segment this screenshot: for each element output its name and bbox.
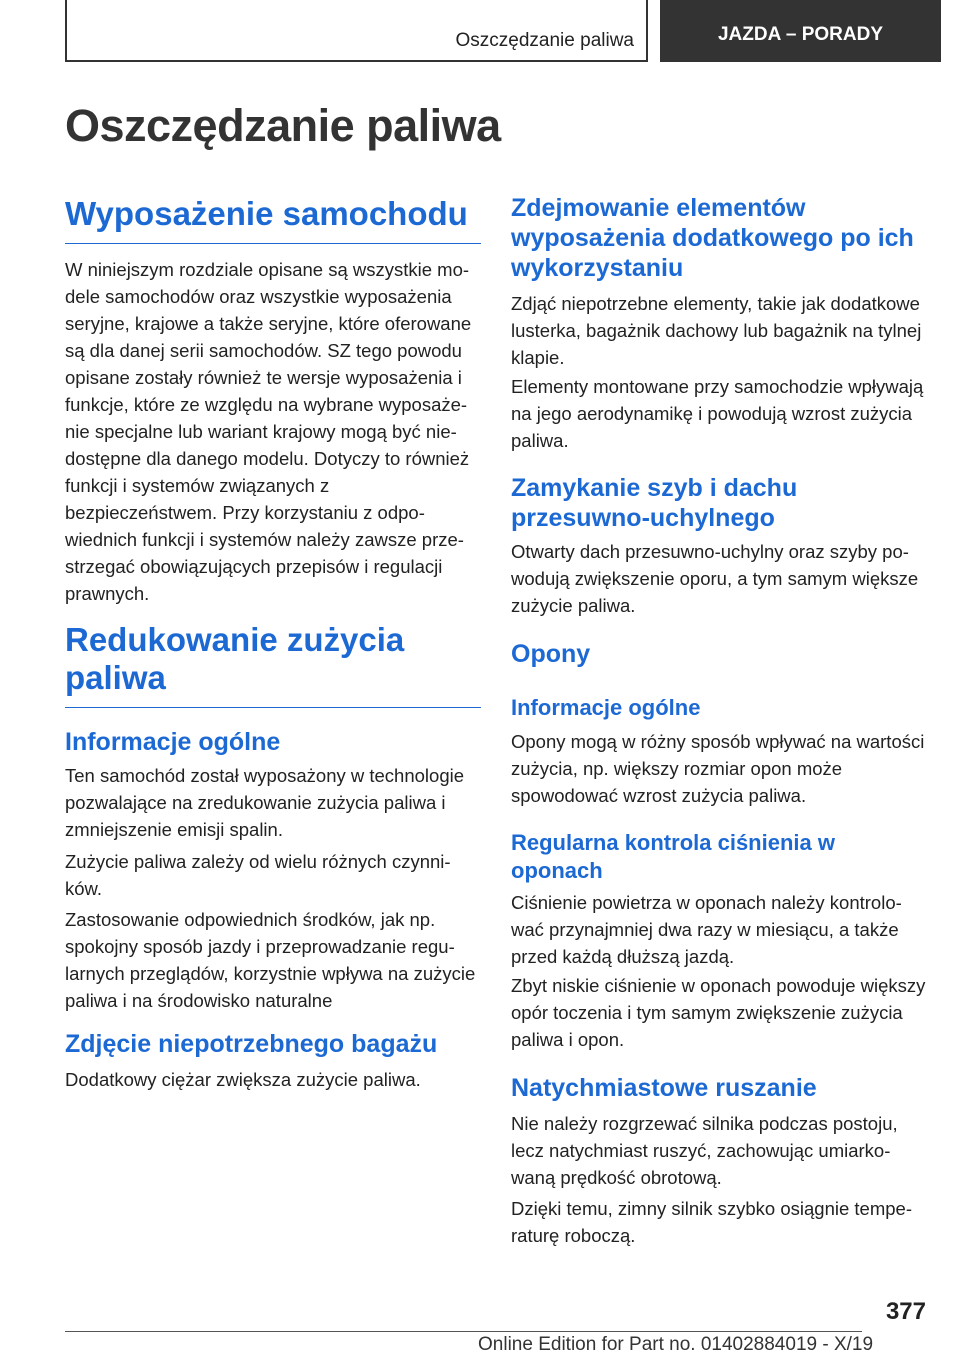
tires-general-heading: Informacje ogólne: [511, 695, 701, 720]
chapter-tab: JAZDA – PORADY: [660, 0, 941, 62]
luggage-text: Dodatkowy ciężar zwiększa zużycie paliwa.: [65, 1069, 421, 1090]
footer-edition: Online Edition for Part no. 01402884019 - X/19: [478, 1334, 874, 1355]
reduce-p1: Ten samochód został wyposażony w technologie pozwalające na zredukowanie zużycia paliwa i zmniejszenie emisji spalin.: [65, 765, 465, 840]
start-p2: Dzięki temu, zimny silnik szybko osiągnie temperaturę roboczą.: [511, 1198, 912, 1246]
remove-heading: Zdejmowanie elementów wyposażenia dodatkowego po ich wykorzystaniu: [511, 194, 914, 282]
remove-p1: Zdjąć niepotrzebne elementy, takie jak dodatkowe lusterka, bagażnik dachowy lub bagażnik na tylnej klapie.: [511, 293, 922, 368]
footer-divider: [65, 1331, 862, 1332]
tires-pressure-p1: Ciśnienie powietrza w oponach należy kontrolować przynajmniej dwa razy w miesiącu, a także przed każdą dłuższą jazdą.: [511, 892, 902, 967]
equipment-heading: Wyposażenie samochodu: [65, 195, 481, 244]
remove-p2: Elementy montowane przy samochodzie wpływają na jego aerodynamikę i powodują wzrost zużycia paliwa.: [511, 376, 924, 451]
tires-heading: Opony: [511, 640, 591, 668]
luggage-heading: Zdjęcie niepotrzebnego bagażu: [65, 1030, 438, 1058]
tires-pressure-heading: Regularna kontrola ciśnienia w oponach: [511, 830, 835, 883]
reduce-p3: Zastosowanie odpowiednich środków, jak np. spokojny sposób jazdy i przeprowadzanie regularnych przeglądów, korzystnie wpływa na zużycie paliwa i na środowisko naturalne: [65, 909, 476, 1011]
page-title: Oszczędzanie paliwa: [65, 100, 501, 151]
equipment-text: W niniejszym rozdziale opisane są wszystkie modele samochodów oraz wszystkie wyposażenia seryjne, krajowe a także seryjne, które oferowane są dla danej serii samochodów. SZ tego powodu opisane zostały również te wersje wyposażenia i funkcje, które ze względu na wybrane wyposażenie specjalne lub wariant krajowy mogą być niedostępne dla danego modelu. Dotyczy to również funkcji i systemów związanych z bezpieczeństwem. Przy korzystaniu z odpowiednich funkcji i systemów należy zawsze przestrzegać obowiązujących przepisów i regulacji prawnych.: [65, 259, 472, 604]
windows-heading: Zamykanie szyb i dachu przesuwno-uchylnego: [511, 474, 798, 532]
windows-text: Otwarty dach przesuwno-uchylny oraz szyby powodują zwiększenie oporu, a tym samym większe zużycie paliwa.: [511, 541, 919, 616]
reduce-general-heading: Informacje ogólne: [65, 728, 281, 756]
start-heading: Natychmiastowe ruszanie: [511, 1074, 817, 1102]
start-p1: Nie należy rozgrzewać silnika podczas postoju, lecz natychmiast ruszyć, zachowując umiarkowaną prędkość obrotową.: [511, 1113, 898, 1188]
tires-pressure-p2: Zbyt niskie ciśnienie w oponach powoduje większy opór toczenia i tym samym zwiększenie zużycia paliwa i opon.: [511, 975, 926, 1050]
reduce-p2: Zużycie paliwa zależy od wielu różnych czynników.: [65, 851, 451, 899]
page-number: 377: [885, 1298, 926, 1325]
running-header-section: Oszczędzanie paliwa: [455, 30, 634, 51]
reduce-heading: Redukowanie zużycia paliwa: [65, 621, 481, 708]
running-header-box: [65, 0, 648, 62]
tires-general-text: Opony mogą w różny sposób wpływać na wartości zużycia, np. większy rozmiar opon może spowodować wzrost zużycia paliwa.: [511, 731, 925, 806]
